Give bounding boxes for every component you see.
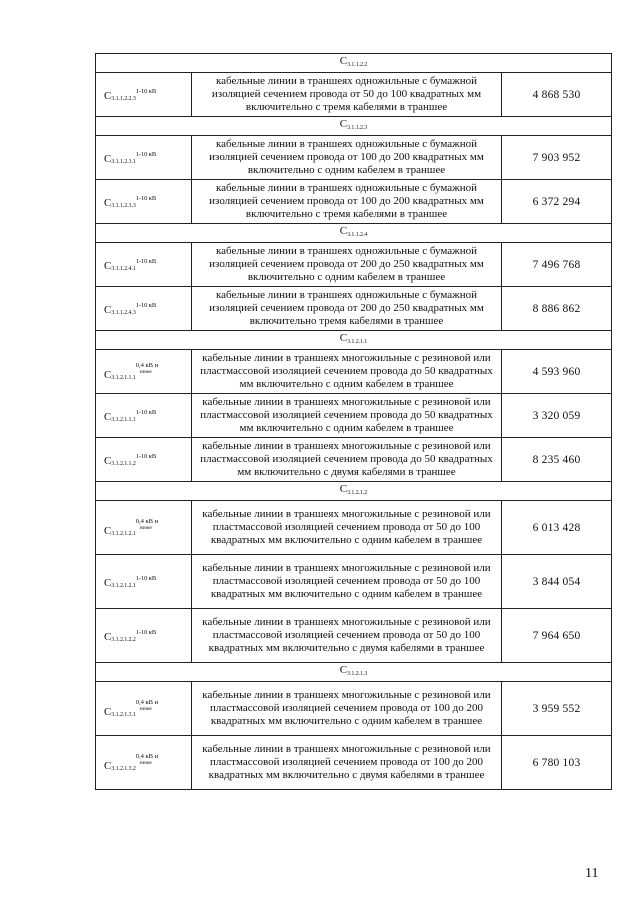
rate-code-voltage: 1-10 кВ	[135, 257, 157, 265]
table-row	[96, 438, 612, 482]
rate-value-cell: 3 844 054	[502, 555, 612, 609]
rate-code-superscript	[136, 699, 158, 713]
group-title	[96, 117, 612, 136]
description-cell: кабельные линии в траншеях многожильные с резиновой или пластмассовой изоляцией сечением провода от 50 до 100 квадратных мм включительно с одним кабелем в траншее	[192, 501, 502, 555]
page-number: 11	[585, 866, 599, 881]
group-title-base: C	[339, 332, 348, 344]
group-header-row	[96, 54, 612, 73]
description-cell: кабельные линии в траншеях одножильные с бумажной изоляцией сечением провода от 200 до 250 квадратных мм включительно с одним кабелем в траншее	[192, 243, 502, 287]
rate-code-subscript: 3.1.1.2.4.3	[111, 309, 136, 316]
rate-value-cell: 7 903 952	[502, 136, 612, 180]
rate-code-voltage: 1-10 кВ	[135, 574, 157, 582]
rate-code-base: C	[104, 525, 112, 537]
rate-value-cell: 3 320 059	[502, 394, 612, 438]
table-row	[96, 73, 612, 117]
group-title-base: C	[339, 664, 348, 676]
group-title-subscript: 3.1.2.1.3	[347, 671, 368, 677]
table-row	[96, 350, 612, 394]
rate-code-subscript: 3.1.1.2.3.3	[111, 202, 136, 209]
rate-code-voltage-note: ниже	[139, 525, 152, 531]
group-header-row	[96, 117, 612, 136]
group-title-subscript: 3.1.1.2.4	[347, 232, 368, 238]
group-title-subscript: 3.1.2.1.1	[347, 339, 368, 345]
table-row	[96, 682, 612, 736]
table-row	[96, 243, 612, 287]
rate-code-cell	[96, 136, 192, 180]
rate-code-voltage-note: ниже	[139, 760, 152, 766]
rate-value-cell: 7 496 768	[502, 243, 612, 287]
group-title-subscript: 3.1.1.2.2	[347, 62, 368, 68]
rate-value-cell: 8 886 862	[502, 287, 612, 331]
group-title-base: C	[339, 483, 348, 495]
group-title	[96, 663, 612, 682]
rate-code-subscript: 3.1.2.1.1.2	[111, 460, 136, 467]
rate-code-cell	[96, 555, 192, 609]
group-header-row	[96, 331, 612, 350]
rate-code-cell	[96, 350, 192, 394]
description-cell: кабельные линии в траншеях многожильные с резиновой или пластмассовой изоляцией сечением провода от 50 до 100 квадратных мм включительно с одним кабелем в траншее	[192, 555, 502, 609]
rate-code-cell	[96, 180, 192, 224]
rate-code-cell	[96, 243, 192, 287]
rate-code-subscript: 3.1.2.1.3.2	[111, 766, 136, 772]
rate-code-base: C	[104, 706, 112, 718]
rate-value-cell: 4 593 960	[502, 350, 612, 394]
description-cell: кабельные линии в траншеях многожильные с резиновой или пластмассовой изоляцией сечением провода от 50 до 100 квадратных мм включительно с двумя кабелями в траншее	[192, 609, 502, 663]
group-title	[96, 331, 612, 350]
rate-code-voltage: 0,4 кВ и	[135, 753, 159, 760]
group-header-row	[96, 482, 612, 501]
rate-value-cell: 3 959 552	[502, 682, 612, 736]
description-cell: кабельные линии в траншеях одножильные с бумажной изоляцией сечением провода от 100 до 200 квадратных мм включительно с тремя кабелями в траншее	[192, 180, 502, 224]
table-row	[96, 555, 612, 609]
rate-code-voltage: 1-10 кВ	[135, 408, 157, 416]
rate-code-superscript	[136, 518, 158, 532]
rate-code-base: C	[104, 630, 112, 643]
rate-value-cell: 8 235 460	[502, 438, 612, 482]
description-cell: кабельные линии в траншеях многожильные с резиновой или пластмассовой изоляцией сечением провода от 100 до 200 квадратных мм включительно с одним кабелем в траншее	[192, 682, 502, 736]
rate-code-subscript: 3.1.2.1.2.2	[111, 636, 136, 643]
rate-code-subscript: 3.1.2.1.2.1	[111, 582, 136, 589]
rate-code-voltage: 1-10 кВ	[135, 87, 157, 95]
rate-code-subscript: 3.1.2.1.2.1	[111, 531, 136, 537]
rate-code-cell	[96, 73, 192, 117]
rate-code-cell	[96, 609, 192, 663]
rate-code-voltage: 1-10 кВ	[135, 150, 157, 158]
rate-code-cell	[96, 682, 192, 736]
table-row	[96, 609, 612, 663]
rate-code-subscript: 3.1.1.2.3.1	[111, 158, 136, 165]
rate-code-superscript	[136, 362, 158, 376]
group-title-base: C	[339, 225, 348, 237]
group-header-row	[96, 663, 612, 682]
rate-code-cell	[96, 287, 192, 331]
rate-value-cell: 6 013 428	[502, 501, 612, 555]
rate-code-voltage: 1-10 кВ	[135, 452, 157, 460]
rate-code-base: C	[104, 576, 112, 589]
rate-code-base: C	[104, 89, 112, 102]
group-header-row	[96, 224, 612, 243]
rate-code-subscript: 3.1.1.2.4.1	[111, 265, 136, 272]
rate-code-subscript: 3.1.2.1.1.1	[111, 375, 136, 381]
rate-code-voltage: 0,4 кВ и	[135, 699, 159, 706]
group-title-subscript: 3.1.1.2.3	[347, 125, 368, 131]
rate-code-cell	[96, 501, 192, 555]
rate-value-cell: 4 868 530	[502, 73, 612, 117]
rate-code-base: C	[104, 760, 112, 772]
rate-code-subscript: 3.1.2.1.1.1	[111, 416, 136, 423]
rate-code-base: C	[104, 454, 112, 467]
table-row	[96, 180, 612, 224]
rate-code-voltage-note: ниже	[139, 369, 152, 375]
group-title	[96, 224, 612, 243]
description-cell: кабельные линии в траншеях одножильные с бумажной изоляцией сечением провода от 50 до 100 квадратных мм включительно с тремя кабелями в траншее	[192, 73, 502, 117]
rate-value-cell: 7 964 650	[502, 609, 612, 663]
table-row	[96, 136, 612, 180]
rate-code-voltage: 1-10 кВ	[135, 194, 157, 202]
table-row	[96, 736, 612, 790]
rate-code-voltage: 0,4 кВ и	[135, 518, 159, 525]
rate-code-base: C	[104, 152, 112, 165]
rate-code-base: C	[104, 369, 112, 381]
rate-code-voltage: 1-10 кВ	[135, 301, 157, 309]
rate-code-voltage: 1-10 кВ	[135, 628, 157, 636]
group-title	[96, 482, 612, 501]
rate-code-superscript	[136, 753, 158, 767]
group-title-subscript: 3.1.2.1.2	[347, 490, 368, 496]
rate-code-base: C	[104, 259, 112, 272]
tariff-table	[95, 53, 612, 790]
rate-code-base: C	[104, 410, 112, 423]
rate-value-cell: 6 372 294	[502, 180, 612, 224]
description-cell: кабельные линии в траншеях одножильные с бумажной изоляцией сечением провода от 200 до 250 квадратных мм включительно тремя кабелями в траншее	[192, 287, 502, 331]
group-title-base: C	[339, 118, 348, 130]
table-row	[96, 394, 612, 438]
rate-code-subscript: 3.1.2.1.3.1	[111, 712, 136, 718]
group-title-base: C	[339, 55, 348, 67]
rate-code-base: C	[104, 303, 112, 316]
rate-code-voltage: 0,4 кВ и	[135, 362, 159, 369]
rate-value-cell: 6 780 103	[502, 736, 612, 790]
rate-code-base: C	[104, 196, 112, 209]
group-title	[96, 54, 612, 73]
description-cell: кабельные линии в траншеях многожильные с резиновой или пластмассовой изоляцией сечением провода до 50 квадратных мм включительно с двумя кабелями в траншее	[192, 438, 502, 482]
table-row	[96, 501, 612, 555]
rate-code-cell	[96, 394, 192, 438]
description-cell: кабельные линии в траншеях многожильные с резиновой или пластмассовой изоляцией сечением провода от 100 до 200 квадратных мм включительно с двумя кабелями в траншее	[192, 736, 502, 790]
description-cell: кабельные линии в траншеях одножильные с бумажной изоляцией сечением провода от 100 до 200 квадратных мм включительно с одним кабелем в траншее	[192, 136, 502, 180]
rate-code-subscript: 3.1.1.2.2.3	[111, 95, 136, 102]
rate-code-cell	[96, 736, 192, 790]
table-row	[96, 287, 612, 331]
rate-code-cell	[96, 438, 192, 482]
description-cell: кабельные линии в траншеях многожильные с резиновой или пластмассовой изоляцией сечением провода до 50 квадратных мм включительно с одним кабелем в траншее	[192, 394, 502, 438]
rate-code-voltage-note: ниже	[139, 706, 152, 712]
description-cell: кабельные линии в траншеях многожильные с резиновой или пластмассовой изоляцией сечением провода до 50 квадратных мм включительно с одним кабелем в траншее	[192, 350, 502, 394]
